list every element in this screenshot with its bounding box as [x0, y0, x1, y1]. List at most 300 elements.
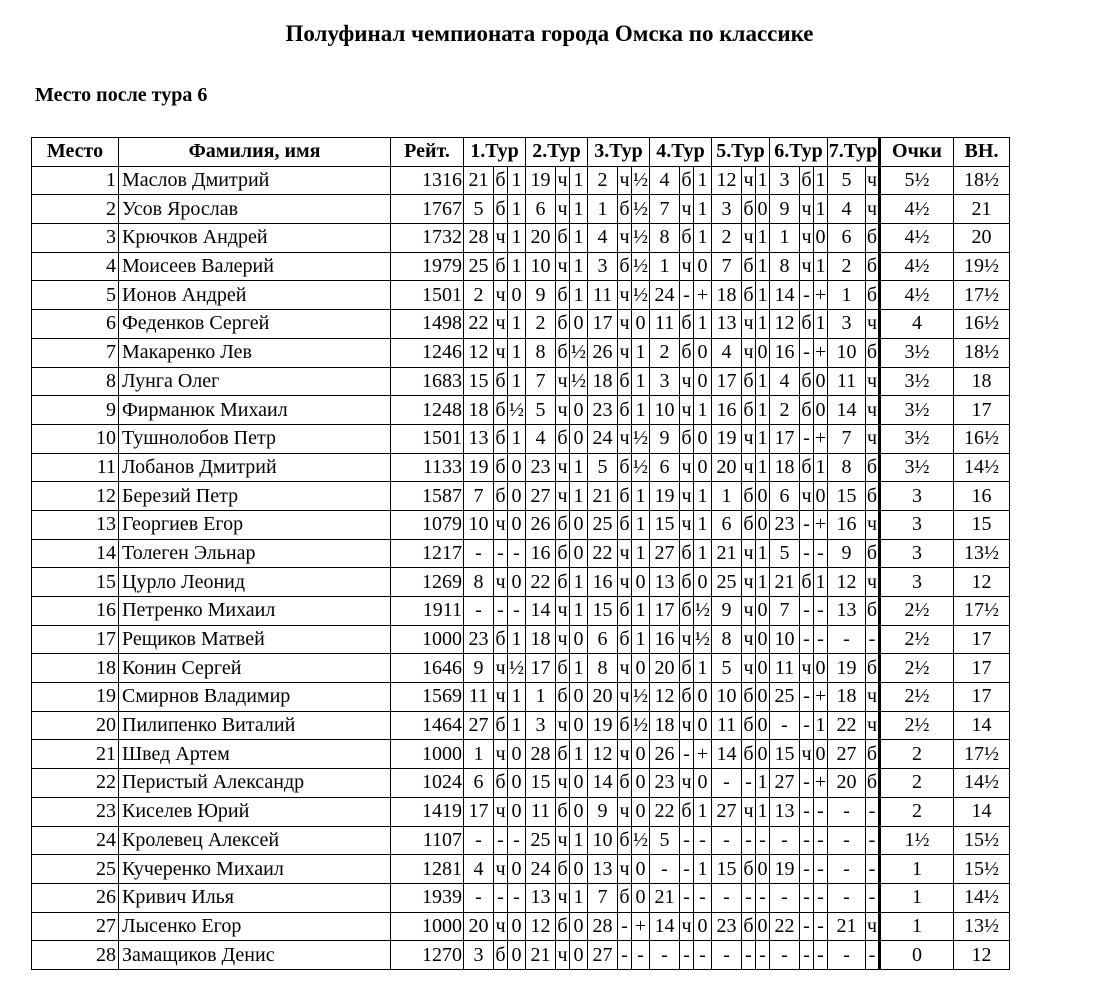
- table-row: [32, 883, 1010, 912]
- round-6-color-cell: б: [800, 568, 814, 597]
- round-5-opponent-cell: 21: [712, 539, 742, 568]
- round-3-color-cell: б: [618, 597, 632, 626]
- round-5-result-cell: 1: [756, 424, 770, 453]
- round-7-color-cell: б: [866, 740, 880, 769]
- points-cell: 0: [880, 941, 954, 970]
- player-name-cell: Фирманюк Михаил: [119, 396, 391, 425]
- round-1-opponent-cell: 4: [464, 855, 494, 884]
- tiebreak-cell: 14½: [954, 883, 1010, 912]
- round-7-opponent-cell: 13: [828, 597, 866, 626]
- place-cell: 21: [32, 740, 119, 769]
- table-row: [32, 453, 1010, 482]
- round-3-result-cell: 1: [632, 539, 650, 568]
- round-3-color-cell: ч: [618, 281, 632, 310]
- round-6-opponent-cell: 15: [770, 740, 800, 769]
- round-3-opponent-cell: 10: [588, 826, 618, 855]
- round-2-color-cell: ч: [556, 941, 570, 970]
- round-3-color-cell: б: [618, 367, 632, 396]
- round-5-color-cell: -: [742, 883, 756, 912]
- round-7-color-cell: ч: [866, 711, 880, 740]
- place-cell: 10: [32, 424, 119, 453]
- round-7-color-cell: -: [866, 826, 880, 855]
- round-6-color-cell: б: [800, 166, 814, 195]
- round-7-color-cell: б: [866, 453, 880, 482]
- player-name-cell: Макаренко Лев: [119, 338, 391, 367]
- round-6-opponent-cell: 25: [770, 683, 800, 712]
- round-5-result-cell: 1: [756, 539, 770, 568]
- round-3-result-cell: +: [632, 912, 650, 941]
- points-cell: 2½: [880, 654, 954, 683]
- player-name-cell: Лобанов Дмитрий: [119, 453, 391, 482]
- points-cell: 3: [880, 539, 954, 568]
- player-name-cell: Усов Ярослав: [119, 195, 391, 224]
- points-cell: 3½: [880, 453, 954, 482]
- round-2-opponent-cell: 23: [526, 453, 556, 482]
- player-name-cell: Феденков Сергей: [119, 310, 391, 339]
- document-subtitle: Место после тура 6: [35, 84, 208, 106]
- round-1-color-cell: б: [494, 769, 508, 798]
- rating-cell: 1248: [391, 396, 464, 425]
- round-3-opponent-cell: 8: [588, 654, 618, 683]
- round-2-opponent-cell: 27: [526, 482, 556, 511]
- round-6-opponent-cell: 27: [770, 769, 800, 798]
- round-2-opponent-cell: 9: [526, 281, 556, 310]
- round-2-result-cell: 0: [570, 396, 588, 425]
- table-row: [32, 654, 1010, 683]
- round-6-opponent-cell: -: [770, 883, 800, 912]
- round-1-color-cell: б: [494, 367, 508, 396]
- round-5-opponent-cell: 27: [712, 797, 742, 826]
- round-4-result-cell: 1: [694, 166, 712, 195]
- round-3-result-cell: ½: [632, 826, 650, 855]
- points-cell: 4½: [880, 224, 954, 253]
- place-cell: 14: [32, 539, 119, 568]
- round-1-result-cell: -: [508, 539, 526, 568]
- place-cell: 13: [32, 510, 119, 539]
- round-3-opponent-cell: 24: [588, 424, 618, 453]
- round-2-result-cell: 0: [570, 711, 588, 740]
- round-1-result-cell: 1: [508, 310, 526, 339]
- round-1-color-cell: -: [494, 597, 508, 626]
- round-1-opponent-cell: 5: [464, 195, 494, 224]
- round-5-color-cell: -: [742, 941, 756, 970]
- tiebreak-cell: 18½: [954, 166, 1010, 195]
- round-3-result-cell: -: [632, 941, 650, 970]
- round-7-color-cell: б: [866, 769, 880, 798]
- round-7-opponent-cell: -: [828, 941, 866, 970]
- round-2-opponent-cell: 20: [526, 224, 556, 253]
- round-4-opponent-cell: 17: [650, 597, 680, 626]
- round-2-color-cell: б: [556, 855, 570, 884]
- round-5-opponent-cell: 11: [712, 711, 742, 740]
- round-2-result-cell: 1: [570, 224, 588, 253]
- tiebreak-cell: 18½: [954, 338, 1010, 367]
- round-3-result-cell: 1: [632, 482, 650, 511]
- place-cell: 26: [32, 883, 119, 912]
- player-name-cell: Маслов Дмитрий: [119, 166, 391, 195]
- round-5-result-cell: 0: [756, 740, 770, 769]
- round-5-color-cell: -: [742, 769, 756, 798]
- round-6-result-cell: -: [814, 625, 828, 654]
- round-3-result-cell: 0: [632, 769, 650, 798]
- round-3-color-cell: б: [618, 711, 632, 740]
- rating-cell: 1939: [391, 883, 464, 912]
- round-5-opponent-cell: -: [712, 826, 742, 855]
- round-5-result-cell: 0: [756, 625, 770, 654]
- round-4-result-cell: -: [694, 883, 712, 912]
- round-6-result-cell: +: [814, 769, 828, 798]
- round-6-color-cell: -: [800, 338, 814, 367]
- round-1-result-cell: 1: [508, 224, 526, 253]
- player-name-cell: Киселев Юрий: [119, 797, 391, 826]
- tiebreak-cell: 17: [954, 654, 1010, 683]
- place-cell: 5: [32, 281, 119, 310]
- header-tiebreak: ВН.: [954, 138, 1010, 167]
- rating-cell: 1501: [391, 424, 464, 453]
- round-2-color-cell: ч: [556, 883, 570, 912]
- round-7-opponent-cell: -: [828, 797, 866, 826]
- tiebreak-cell: 15½: [954, 826, 1010, 855]
- round-5-opponent-cell: -: [712, 883, 742, 912]
- rating-cell: 1683: [391, 367, 464, 396]
- round-3-color-cell: ч: [618, 855, 632, 884]
- round-2-color-cell: ч: [556, 826, 570, 855]
- round-4-result-cell: 0: [694, 683, 712, 712]
- round-4-opponent-cell: 9: [650, 424, 680, 453]
- round-6-color-cell: ч: [800, 224, 814, 253]
- round-5-opponent-cell: 8: [712, 625, 742, 654]
- round-7-opponent-cell: 1: [828, 281, 866, 310]
- round-6-opponent-cell: 13: [770, 797, 800, 826]
- round-7-opponent-cell: 8: [828, 453, 866, 482]
- round-2-result-cell: 1: [570, 826, 588, 855]
- tiebreak-cell: 15: [954, 510, 1010, 539]
- round-2-result-cell: 0: [570, 855, 588, 884]
- round-6-opponent-cell: 23: [770, 510, 800, 539]
- rating-cell: 1281: [391, 855, 464, 884]
- tiebreak-cell: 21: [954, 195, 1010, 224]
- round-3-result-cell: ½: [632, 711, 650, 740]
- round-2-color-cell: б: [556, 338, 570, 367]
- round-4-color-cell: б: [680, 424, 694, 453]
- rating-cell: 1911: [391, 597, 464, 626]
- round-5-opponent-cell: -: [712, 941, 742, 970]
- round-3-result-cell: 0: [632, 310, 650, 339]
- round-3-opponent-cell: 21: [588, 482, 618, 511]
- round-5-color-cell: ч: [742, 424, 756, 453]
- round-3-opponent-cell: 16: [588, 568, 618, 597]
- round-4-result-cell: 0: [694, 711, 712, 740]
- round-5-color-cell: б: [742, 367, 756, 396]
- place-cell: 2: [32, 195, 119, 224]
- place-cell: 17: [32, 625, 119, 654]
- place-cell: 8: [32, 367, 119, 396]
- round-6-opponent-cell: 21: [770, 568, 800, 597]
- round-3-color-cell: ч: [618, 568, 632, 597]
- round-1-color-cell: б: [494, 482, 508, 511]
- table-row: [32, 740, 1010, 769]
- round-3-opponent-cell: 13: [588, 855, 618, 884]
- round-3-opponent-cell: 1: [588, 195, 618, 224]
- round-2-result-cell: 1: [570, 568, 588, 597]
- player-name-cell: Крючков Андрей: [119, 224, 391, 253]
- round-6-color-cell: б: [800, 396, 814, 425]
- round-2-result-cell: 0: [570, 510, 588, 539]
- round-3-color-cell: ч: [618, 654, 632, 683]
- round-6-result-cell: -: [814, 826, 828, 855]
- round-3-opponent-cell: 22: [588, 539, 618, 568]
- round-5-result-cell: 1: [756, 568, 770, 597]
- round-3-opponent-cell: 9: [588, 797, 618, 826]
- round-6-color-cell: -: [800, 625, 814, 654]
- round-6-opponent-cell: -: [770, 711, 800, 740]
- round-1-opponent-cell: 17: [464, 797, 494, 826]
- round-5-opponent-cell: 13: [712, 310, 742, 339]
- round-2-opponent-cell: 24: [526, 855, 556, 884]
- round-3-opponent-cell: 25: [588, 510, 618, 539]
- round-2-opponent-cell: 4: [526, 424, 556, 453]
- points-cell: 3: [880, 510, 954, 539]
- round-2-opponent-cell: 26: [526, 510, 556, 539]
- round-5-result-cell: 0: [756, 510, 770, 539]
- round-3-opponent-cell: 4: [588, 224, 618, 253]
- round-7-opponent-cell: 18: [828, 683, 866, 712]
- round-6-color-cell: ч: [800, 252, 814, 281]
- round-5-color-cell: б: [742, 855, 756, 884]
- round-1-opponent-cell: 8: [464, 568, 494, 597]
- round-5-result-cell: 1: [756, 310, 770, 339]
- round-3-result-cell: 0: [632, 855, 650, 884]
- round-6-opponent-cell: 9: [770, 195, 800, 224]
- round-6-result-cell: +: [814, 281, 828, 310]
- round-1-result-cell: 0: [508, 453, 526, 482]
- place-cell: 28: [32, 941, 119, 970]
- round-7-opponent-cell: 15: [828, 482, 866, 511]
- round-6-result-cell: 1: [814, 453, 828, 482]
- table-row: [32, 568, 1010, 597]
- round-6-opponent-cell: 14: [770, 281, 800, 310]
- round-3-opponent-cell: 26: [588, 338, 618, 367]
- player-name-cell: Смирнов Владимир: [119, 683, 391, 712]
- player-name-cell: Кролевец Алексей: [119, 826, 391, 855]
- round-6-result-cell: 0: [814, 396, 828, 425]
- round-7-color-cell: -: [866, 883, 880, 912]
- table-row: [32, 826, 1010, 855]
- round-4-result-cell: 0: [694, 424, 712, 453]
- round-3-color-cell: ч: [618, 424, 632, 453]
- round-3-color-cell: ч: [618, 797, 632, 826]
- tiebreak-cell: 16½: [954, 310, 1010, 339]
- round-2-result-cell: 0: [570, 539, 588, 568]
- round-6-result-cell: 1: [814, 195, 828, 224]
- round-7-color-cell: б: [866, 281, 880, 310]
- round-6-color-cell: -: [800, 281, 814, 310]
- round-2-opponent-cell: 25: [526, 826, 556, 855]
- round-2-opponent-cell: 7: [526, 367, 556, 396]
- round-1-opponent-cell: 23: [464, 625, 494, 654]
- round-3-opponent-cell: 3: [588, 252, 618, 281]
- round-5-opponent-cell: 12: [712, 166, 742, 195]
- round-5-opponent-cell: 9: [712, 597, 742, 626]
- round-2-opponent-cell: 14: [526, 597, 556, 626]
- round-3-result-cell: ½: [632, 453, 650, 482]
- round-6-color-cell: ч: [800, 482, 814, 511]
- round-3-result-cell: ½: [632, 195, 650, 224]
- round-5-color-cell: б: [742, 912, 756, 941]
- round-7-opponent-cell: 9: [828, 539, 866, 568]
- table-row: [32, 224, 1010, 253]
- round-6-opponent-cell: 10: [770, 625, 800, 654]
- round-4-result-cell: ½: [694, 597, 712, 626]
- round-2-color-cell: ч: [556, 396, 570, 425]
- round-5-result-cell: 0: [756, 855, 770, 884]
- round-5-opponent-cell: 23: [712, 912, 742, 941]
- round-6-opponent-cell: -: [770, 941, 800, 970]
- round-2-opponent-cell: 17: [526, 654, 556, 683]
- round-5-color-cell: б: [742, 510, 756, 539]
- round-2-opponent-cell: 19: [526, 166, 556, 195]
- round-5-color-cell: ч: [742, 338, 756, 367]
- table-row: [32, 769, 1010, 798]
- round-1-opponent-cell: -: [464, 826, 494, 855]
- round-2-result-cell: 1: [570, 281, 588, 310]
- round-3-opponent-cell: 12: [588, 740, 618, 769]
- round-6-opponent-cell: 6: [770, 482, 800, 511]
- round-4-opponent-cell: 26: [650, 740, 680, 769]
- round-5-result-cell: 0: [756, 711, 770, 740]
- round-6-result-cell: +: [814, 683, 828, 712]
- round-4-color-cell: б: [680, 224, 694, 253]
- round-4-opponent-cell: 14: [650, 912, 680, 941]
- table-row: [32, 597, 1010, 626]
- tiebreak-cell: 12: [954, 568, 1010, 597]
- round-5-opponent-cell: 2: [712, 224, 742, 253]
- points-cell: 4½: [880, 252, 954, 281]
- round-3-result-cell: ½: [632, 166, 650, 195]
- points-cell: 5½: [880, 166, 954, 195]
- round-7-opponent-cell: 19: [828, 654, 866, 683]
- rating-cell: 1000: [391, 625, 464, 654]
- round-5-opponent-cell: 19: [712, 424, 742, 453]
- round-2-result-cell: ½: [570, 338, 588, 367]
- round-4-color-cell: б: [680, 166, 694, 195]
- round-1-result-cell: -: [508, 883, 526, 912]
- round-1-result-cell: ½: [508, 396, 526, 425]
- round-3-color-cell: ч: [618, 166, 632, 195]
- player-name-cell: Ионов Андрей: [119, 281, 391, 310]
- round-5-result-cell: 1: [756, 797, 770, 826]
- player-name-cell: Рещиков Матвей: [119, 625, 391, 654]
- header-round-2: 2.Тур: [526, 138, 588, 167]
- round-1-color-cell: б: [494, 941, 508, 970]
- round-3-opponent-cell: 18: [588, 367, 618, 396]
- round-7-opponent-cell: 27: [828, 740, 866, 769]
- round-7-opponent-cell: 7: [828, 424, 866, 453]
- points-cell: 1: [880, 912, 954, 941]
- round-5-result-cell: 1: [756, 367, 770, 396]
- player-name-cell: Березий Петр: [119, 482, 391, 511]
- place-cell: 22: [32, 769, 119, 798]
- round-5-result-cell: 1: [756, 453, 770, 482]
- round-4-result-cell: 1: [694, 224, 712, 253]
- round-4-result-cell: +: [694, 281, 712, 310]
- round-5-result-cell: 0: [756, 338, 770, 367]
- round-6-opponent-cell: 12: [770, 310, 800, 339]
- round-3-result-cell: 1: [632, 396, 650, 425]
- round-7-color-cell: ч: [866, 310, 880, 339]
- round-1-result-cell: -: [508, 597, 526, 626]
- round-1-color-cell: б: [494, 453, 508, 482]
- round-7-opponent-cell: -: [828, 855, 866, 884]
- round-3-result-cell: 0: [632, 740, 650, 769]
- round-2-color-cell: ч: [556, 597, 570, 626]
- round-6-color-cell: ч: [800, 740, 814, 769]
- round-2-color-cell: ч: [556, 769, 570, 798]
- round-5-color-cell: -: [742, 826, 756, 855]
- rating-cell: 1569: [391, 683, 464, 712]
- round-3-color-cell: б: [618, 482, 632, 511]
- round-5-color-cell: ч: [742, 625, 756, 654]
- round-1-result-cell: -: [508, 826, 526, 855]
- round-1-color-cell: ч: [494, 797, 508, 826]
- round-1-result-cell: 1: [508, 683, 526, 712]
- round-6-result-cell: 0: [814, 224, 828, 253]
- round-2-opponent-cell: 6: [526, 195, 556, 224]
- round-6-color-cell: -: [800, 855, 814, 884]
- round-4-color-cell: ч: [680, 769, 694, 798]
- round-1-opponent-cell: -: [464, 883, 494, 912]
- points-cell: 2: [880, 797, 954, 826]
- rating-cell: 1732: [391, 224, 464, 253]
- header-name: Фамилия, имя: [119, 138, 391, 167]
- round-4-color-cell: ч: [680, 453, 694, 482]
- round-3-result-cell: ½: [632, 252, 650, 281]
- round-6-opponent-cell: 2: [770, 396, 800, 425]
- round-3-result-cell: 1: [632, 367, 650, 396]
- player-name-cell: Моисеев Валерий: [119, 252, 391, 281]
- round-1-result-cell: 1: [508, 424, 526, 453]
- round-2-color-cell: б: [556, 912, 570, 941]
- round-6-color-cell: -: [800, 711, 814, 740]
- points-cell: 4: [880, 310, 954, 339]
- round-4-result-cell: 1: [694, 310, 712, 339]
- round-2-color-cell: б: [556, 424, 570, 453]
- player-name-cell: Цурло Леонид: [119, 568, 391, 597]
- round-1-opponent-cell: 12: [464, 338, 494, 367]
- round-4-result-cell: 1: [694, 855, 712, 884]
- round-3-opponent-cell: 19: [588, 711, 618, 740]
- round-3-color-cell: б: [618, 453, 632, 482]
- rating-cell: 1979: [391, 252, 464, 281]
- player-name-cell: Георгиев Егор: [119, 510, 391, 539]
- round-3-color-cell: ч: [618, 683, 632, 712]
- round-7-color-cell: б: [866, 654, 880, 683]
- round-5-color-cell: б: [742, 281, 756, 310]
- round-6-result-cell: 1: [814, 310, 828, 339]
- tiebreak-cell: 16: [954, 482, 1010, 511]
- round-3-result-cell: 1: [632, 625, 650, 654]
- round-2-color-cell: б: [556, 568, 570, 597]
- round-4-result-cell: -: [694, 941, 712, 970]
- rating-cell: 1316: [391, 166, 464, 195]
- round-4-color-cell: -: [680, 740, 694, 769]
- round-2-color-cell: ч: [556, 482, 570, 511]
- round-4-opponent-cell: 16: [650, 625, 680, 654]
- table-row: [32, 310, 1010, 339]
- round-7-opponent-cell: 4: [828, 195, 866, 224]
- round-1-color-cell: ч: [494, 855, 508, 884]
- round-4-opponent-cell: 10: [650, 396, 680, 425]
